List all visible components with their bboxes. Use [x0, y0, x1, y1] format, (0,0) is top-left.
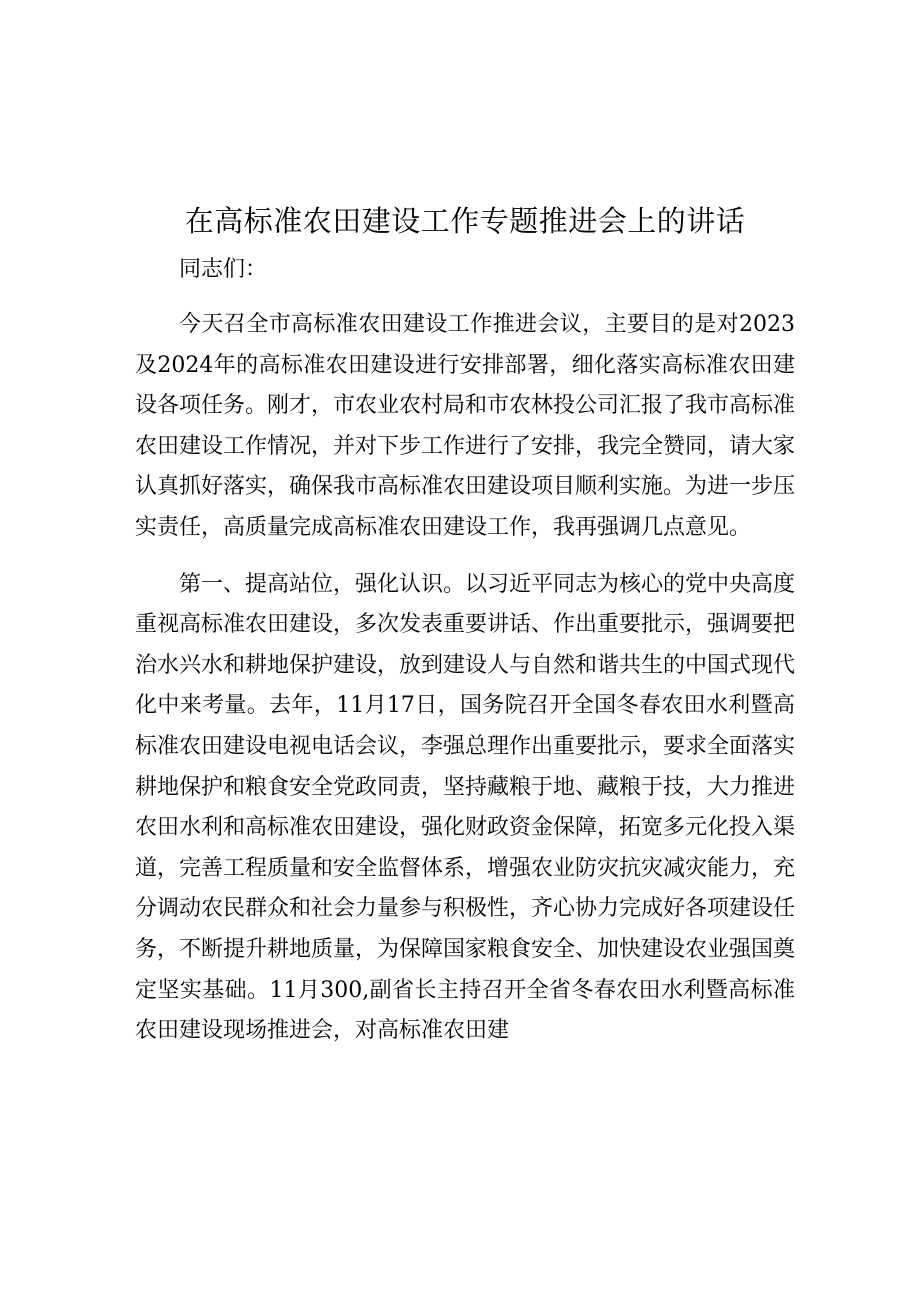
paragraph-first-point: 第一、提高站位，强化认识。以习近平同志为核心的党中央高度重视高标准农田建设，多次发表重要讲话、作出重要批示，强调要把治水兴水和耕地保护建设，放到建设人与自然和谐共生的中国式现代化中来考量。去年，11月17日，国务院召开全国冬春农田水利暨高标准农田建设电视电话会议，李强总理作出重要批示，要求全面落实耕地保护和粮食安全党政同责，坚持藏粮于地、藏粮于技，大力推进农田水利和高标准农田建设，强化财政资金保障，拓宽多元化投入渠道，完善工程质量和安全监督体系，增强农业防灾抗灾减灾能力，充分调动农民群众和社会力量参与积极性，齐心协力完成好各项建设任务，不断提升耕地质量，为保障国家粮食安全、加快建设农业强国奠定坚实基础。11月300,副省长主持召开全省冬春农田水利暨高标准农田建设现场推进会，对高标准农田建	[135, 571, 796, 1044]
document-page	[135, 196, 795, 1052]
document-title: 在高标准农田建设工作专题推进会上的讲话	[184, 204, 746, 238]
salutation: 同志们：	[179, 257, 268, 282]
paragraph-intro: 今天召全市高标准农田建设工作推进会议，主要目的是对2023及2024年的高标准农田建设进行安排部署，细化落实高标准农田建设各项任务。刚才，市农业农村局和市农林投公司汇报了我市高标准农田建设工作情况，并对下步工作进行了安排，我完全赞同，请大家认真抓好落实，确保我市高标准农田建设项目顺利实施。为进一步压实责任，高质量完成高标准农田建设工作，我再强调几点意见。	[135, 312, 796, 540]
